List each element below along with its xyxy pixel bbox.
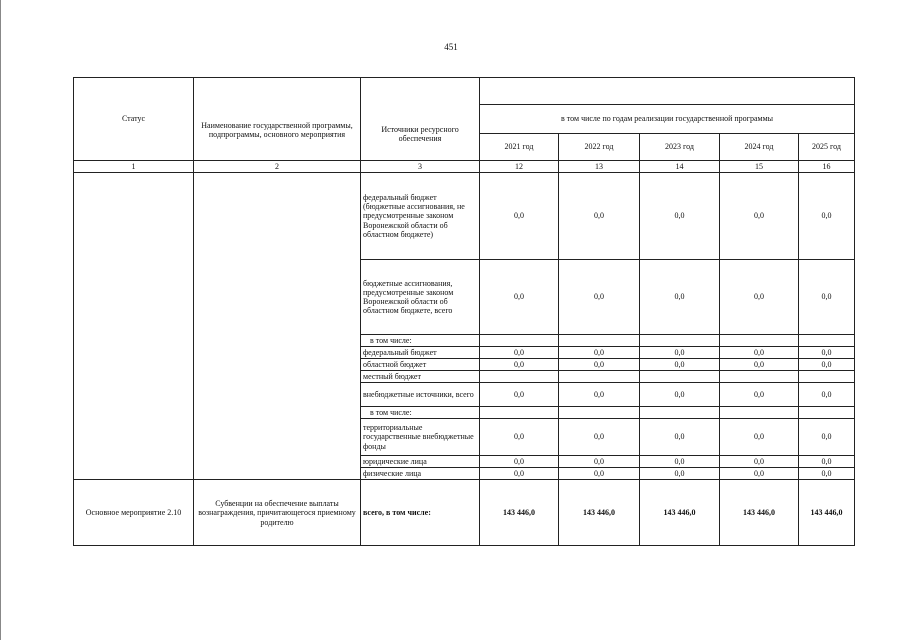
event-status: Основное мероприятие 2.10 (74, 480, 194, 546)
event-value: 143 446,0 (720, 480, 799, 546)
value-cell: 0,0 (640, 173, 720, 260)
header-year: 2023 год (640, 134, 720, 161)
header-year: 2022 год (559, 134, 640, 161)
column-number: 15 (720, 161, 799, 173)
column-number: 12 (480, 161, 559, 173)
value-cell: 0,0 (799, 260, 855, 335)
value-cell: 0,0 (720, 456, 799, 468)
header-year: 2024 год (720, 134, 799, 161)
column-number: 14 (640, 161, 720, 173)
value-cell: 0,0 (559, 260, 640, 335)
event-value: 143 446,0 (799, 480, 855, 546)
value-cell (640, 371, 720, 383)
header-by-year: в том числе по годам реализации государственной программы (480, 105, 855, 134)
value-cell: 0,0 (640, 359, 720, 371)
event-value: 143 446,0 (640, 480, 720, 546)
source-label: федеральный бюджет (бюджетные ассигнования, не предусмотренные законом Воронежской области об областном бюджете) (361, 173, 480, 260)
table-row-main-event (74, 480, 855, 546)
column-number: 1 (74, 161, 194, 173)
source-label: юридические лица (361, 456, 480, 468)
value-cell: 0,0 (480, 456, 559, 468)
value-cell: 0,0 (720, 419, 799, 456)
source-label: местный бюджет (361, 371, 480, 383)
value-cell (799, 407, 855, 419)
header-sources: Источники ресурсного обеспечения (361, 78, 480, 161)
value-cell: 0,0 (480, 173, 559, 260)
header-year: 2025 год (799, 134, 855, 161)
value-cell: 0,0 (799, 419, 855, 456)
value-cell: 0,0 (720, 173, 799, 260)
value-cell: 0,0 (799, 468, 855, 480)
column-number: 3 (361, 161, 480, 173)
column-number: 16 (799, 161, 855, 173)
status-cell-empty (74, 173, 194, 480)
value-cell (559, 335, 640, 347)
value-cell: 0,0 (640, 347, 720, 359)
source-label: областной бюджет (361, 359, 480, 371)
header-year: 2021 год (480, 134, 559, 161)
value-cell: 0,0 (480, 383, 559, 407)
value-cell (559, 371, 640, 383)
value-cell: 0,0 (559, 383, 640, 407)
source-label: внебюджетные источники, всего (361, 383, 480, 407)
event-value: 143 446,0 (480, 480, 559, 546)
header-status: Статус (74, 78, 194, 161)
value-cell (720, 335, 799, 347)
value-cell: 0,0 (640, 456, 720, 468)
source-label: в том числе: (361, 335, 480, 347)
name-cell-empty (194, 173, 361, 480)
value-cell: 0,0 (480, 468, 559, 480)
scan-edge-line (0, 0, 1, 640)
source-label: бюджетные ассигнования, предусмотренные законом Воронежской области об областном бюджете, всего (361, 260, 480, 335)
value-cell: 0,0 (799, 456, 855, 468)
value-cell: 0,0 (559, 468, 640, 480)
value-cell: 0,0 (480, 419, 559, 456)
value-cell (799, 371, 855, 383)
source-label: физические лица (361, 468, 480, 480)
header-name: Наименование государственной программы, подпрограммы, основного мероприятия (194, 78, 361, 161)
value-cell: 0,0 (640, 383, 720, 407)
value-cell (480, 407, 559, 419)
value-cell: 0,0 (799, 359, 855, 371)
value-cell (480, 371, 559, 383)
source-label: федеральный бюджет (361, 347, 480, 359)
header-empty-cell (480, 78, 855, 105)
value-cell: 0,0 (799, 173, 855, 260)
value-cell: 0,0 (720, 260, 799, 335)
value-cell: 0,0 (559, 359, 640, 371)
source-label: территориальные государственные внебюджетные фонды (361, 419, 480, 456)
value-cell: 0,0 (720, 347, 799, 359)
value-cell: 0,0 (480, 260, 559, 335)
value-cell (480, 335, 559, 347)
value-cell: 0,0 (799, 347, 855, 359)
value-cell: 0,0 (559, 173, 640, 260)
value-cell: 0,0 (799, 383, 855, 407)
value-cell (720, 407, 799, 419)
page-number: 451 (444, 42, 458, 52)
budget-table (73, 77, 855, 546)
value-cell: 0,0 (640, 468, 720, 480)
value-cell: 0,0 (480, 347, 559, 359)
table-row (74, 173, 855, 260)
value-cell (559, 407, 640, 419)
value-cell (799, 335, 855, 347)
value-cell (640, 335, 720, 347)
column-number: 2 (194, 161, 361, 173)
value-cell (720, 371, 799, 383)
value-cell: 0,0 (480, 359, 559, 371)
source-label: в том числе: (361, 407, 480, 419)
value-cell: 0,0 (559, 347, 640, 359)
event-value: 143 446,0 (559, 480, 640, 546)
value-cell: 0,0 (640, 419, 720, 456)
value-cell: 0,0 (720, 468, 799, 480)
value-cell: 0,0 (720, 359, 799, 371)
value-cell: 0,0 (640, 260, 720, 335)
value-cell (640, 407, 720, 419)
event-name: Субвенции на обеспечение выплаты вознаграждения, причитающегося приемному родителю (194, 480, 361, 546)
event-source: всего, в том числе: (361, 480, 480, 546)
value-cell: 0,0 (559, 419, 640, 456)
value-cell: 0,0 (720, 383, 799, 407)
column-number: 13 (559, 161, 640, 173)
value-cell: 0,0 (559, 456, 640, 468)
